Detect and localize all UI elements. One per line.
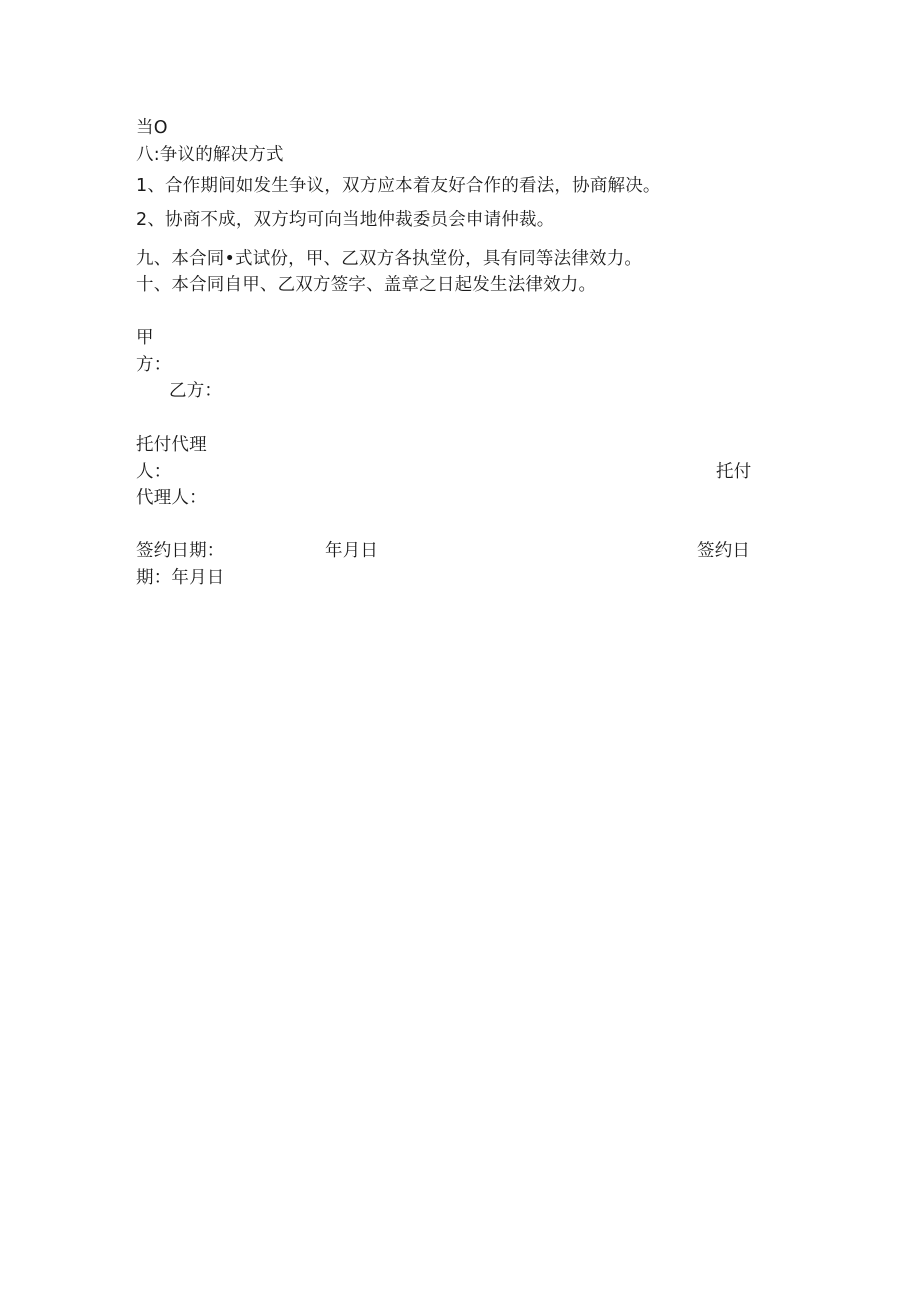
section-heading-dispute: 八:争议的解决方式 [136, 145, 284, 165]
agent-a-label-1: 托付代理 [136, 435, 207, 455]
sign-date-a-value: 年月日 [325, 541, 379, 561]
sign-date-b-label-1: 签约日 [697, 541, 751, 561]
text-line-fragment: 当O [136, 118, 168, 138]
sign-date-a-label: 签约日期： [136, 541, 225, 561]
party-a-label-2: 方： [136, 355, 172, 375]
section-ten: 十、本合同自甲、乙双方签字、盖章之日起发生法律效力。 [136, 275, 597, 295]
clause-1: 1、合作期间如发生争议，双方应本着友好合作的看法，协商解决。 [136, 176, 661, 196]
agent-b-label-2: 代理人： [136, 488, 207, 508]
clause-2: 2、协商不成，双方均可向当地仲裁委员会申请仲裁。 [136, 210, 555, 230]
agent-b-label-1: 托付 [716, 462, 752, 482]
section-nine: 九、本合同•式试份，甲、乙双方各执堂份，具有同等法律效力。 [136, 249, 643, 269]
party-a-label-1: 甲 [136, 328, 154, 348]
party-b-label: 乙方： [169, 381, 223, 401]
agent-a-label-2: 人： [136, 462, 172, 482]
sign-date-b-label-2: 期：年月日 [136, 568, 225, 588]
